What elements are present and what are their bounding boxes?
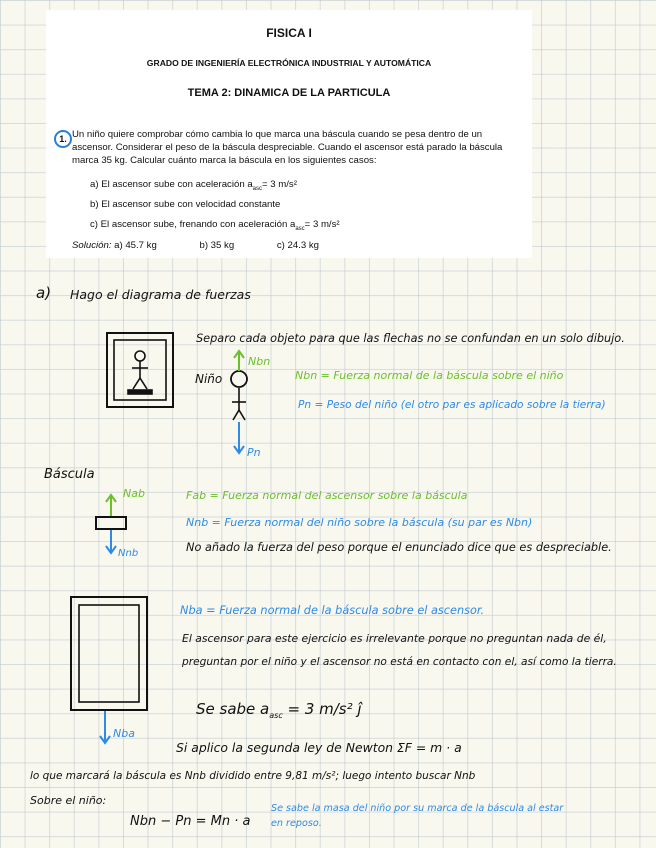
case-a-sub: asc (252, 185, 262, 192)
def-nbn: Nbn = Fuerza normal de la báscula sobre el niño (295, 369, 564, 382)
def-nnb: Nnb = Fuerza normal del niño sobre la báscula (su par es Nbn) (186, 516, 533, 529)
case-c-sub: asc (295, 225, 305, 232)
masa-note-1: Se sabe la masa del niño por su marca de la báscula al estar (271, 803, 564, 814)
elevator-inner (79, 605, 139, 702)
course-title: FISICA I (266, 26, 312, 40)
problem-line-1: Un niño quiere comprobar cómo cambia lo que marca una báscula cuando se pesa dentro de un (72, 129, 483, 140)
se-sabe-text: Se sabe a (196, 700, 270, 718)
masa-note-2: en reposo. (271, 818, 322, 829)
aplico-line: Si aplico la segunda ley de Newton ΣF = m · a (176, 740, 462, 755)
nba-label: Nba (113, 727, 135, 740)
nnb-label: Nnb (118, 548, 139, 559)
asc-note-2: preguntan por el niño y el ascensor no está en contacto con el, así como la tierra. (182, 656, 617, 668)
def-fab: Fab = Fuerza normal del ascensor sobre la báscula (186, 489, 468, 502)
case-a-text: a) El ascensor sube con aceleración a (90, 179, 253, 190)
se-sabe-val: = 3 m/s² ĵ (282, 700, 362, 718)
newton-equation: Nbn − Pn = Mn · a (130, 814, 251, 829)
case-c-val: = 3 m/s² (304, 219, 340, 230)
nbn-label: Nbn (248, 355, 271, 368)
case-a-val: = 3 m/s² (262, 179, 297, 190)
marcara-line: lo que marcará la báscula es Nnb dividido entre 9,81 m/s²; luego intento buscar Nnb (30, 770, 476, 782)
case-b: b) El ascensor sube con velocidad constante (90, 199, 281, 210)
scale-box (96, 517, 126, 529)
no-peso-note: No añado la fuerza del peso porque el enunciado dice que es despreciable. (186, 541, 612, 554)
solution-c: c) 24.3 kg (276, 240, 319, 251)
pn-label: Pn (247, 446, 261, 459)
child-free-body-figure (232, 388, 246, 420)
sobre-nino: Sobre el niño: (30, 794, 107, 807)
separo-note: Separo cada objeto para que las flechas no se confundan en un solo dibujo. (196, 332, 625, 345)
asc-note-1: El ascensor para este ejercicio es irrelevante porque no preguntan nada de él, (182, 632, 607, 645)
se-sabe-line (196, 700, 362, 720)
child-body-circle (231, 371, 247, 387)
problem-line-3: marca 35 kg. Calcular cuánto marca la báscula en los siguientes casos: (72, 155, 377, 166)
def-pn: Pn = Peso del niño (el otro par es aplicado sobre la tierra) (298, 399, 606, 411)
topic-title: TEMA 2: DINAMICA DE LA PARTICULA (187, 87, 391, 99)
se-sabe-sub: asc (269, 711, 283, 720)
nino-label: Niño (195, 372, 223, 386)
nab-label: Nab (123, 487, 145, 500)
bascula-label: Báscula (44, 467, 95, 482)
problem-line-2: ascensor. Considerar el peso de la báscula despreciable. Cuando el ascensor está parado la báscula (72, 142, 503, 153)
child-stick-figure (128, 351, 152, 394)
solution-label: Solución: (72, 240, 112, 251)
elevator-outer (71, 597, 147, 710)
part-a-label: a) (36, 284, 52, 302)
solution-a: a) 45.7 kg (114, 240, 157, 251)
solution-b: b) 35 kg (199, 240, 235, 251)
problem-number: 1. (59, 134, 67, 144)
case-c-text: c) El ascensor sube, frenando con aceleración a (90, 219, 296, 230)
degree-title: GRADO DE INGENIERÍA ELECTRÓNICA INDUSTRIAL Y AUTOMÁTICA (146, 58, 432, 68)
def-nba: Nba = Fuerza normal de la báscula sobre el ascensor. (180, 604, 485, 617)
part-a-text: Hago el diagrama de fuerzas (70, 287, 251, 302)
